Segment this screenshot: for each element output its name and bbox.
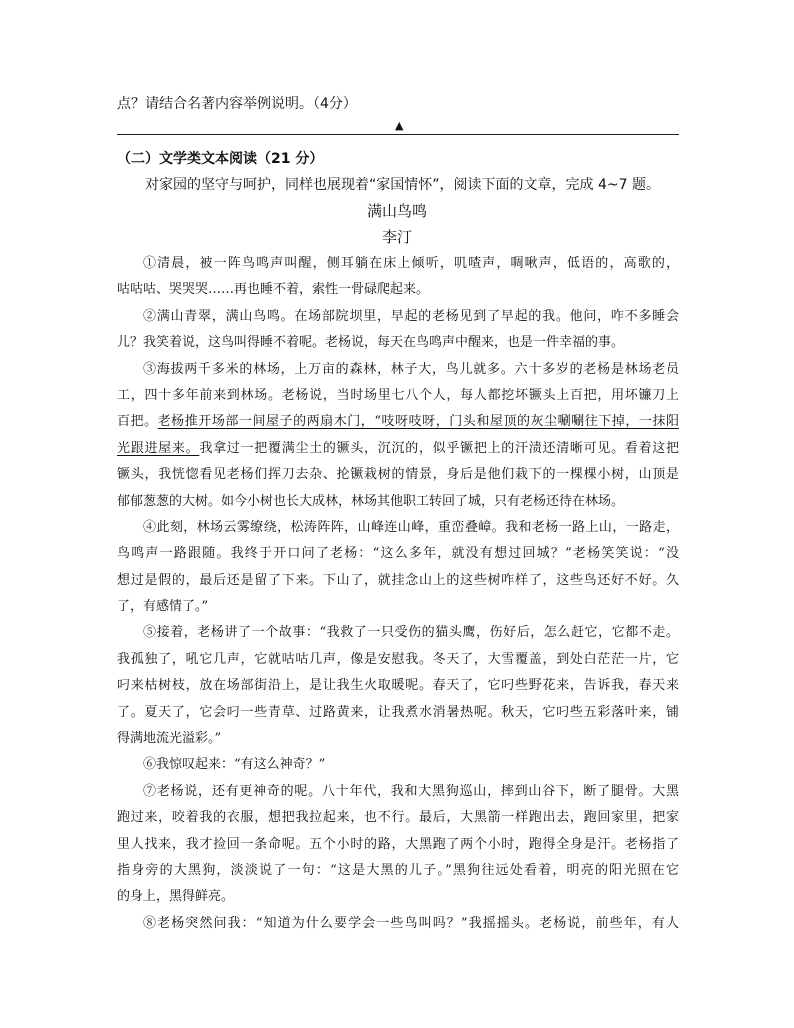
body-line: 叼来枯树枝，放在场部街沿上，是让我生火取暖呢。春天了，它叼些野花来，告诉我，春天来 bbox=[117, 678, 679, 694]
underlined-passage: 光跟进屋来。 bbox=[117, 440, 200, 456]
body-line: ②满山青翠，满山鸟鸣。在场部院坝里，早起的老杨见到了早起的我。他问，咋不多睡会 bbox=[143, 308, 679, 324]
body-line: 我孤独了，吼它几声，它就咕咕几声，像是安慰我。冬天了，大雪覆盖，到处白茫茫一片，它 bbox=[117, 651, 679, 667]
body-line: ⑦老杨说，还有更神奇的呢。八十年代，我和大黑狗巡山，摔到山谷下，断了腿骨。大黑 bbox=[143, 783, 679, 799]
body-line: ③海拔两千多米的林场，上万亩的森林，林子大，鸟儿就多。六十多岁的老杨是林场老员 bbox=[143, 361, 679, 377]
section-heading: （二）文学类文本阅读（21 分） bbox=[117, 151, 324, 167]
body-line: 儿？我笑着说，这鸟叫得睡不着呢。老杨说，每天在鸟鸣声中醒来，也是一件幸福的事。 bbox=[117, 335, 625, 351]
body-line: 了，有感情了。” bbox=[117, 599, 209, 615]
body-line: 跑过来，咬着我的衣服，想把我拉起来，也不行。最后，大黑箭一样跑出去，跑回家里，把家 bbox=[117, 810, 679, 826]
body-line: 里人找来，我才捡回一条命呢。五个小时的路，大黑跑了两个小时，跑得全身是汗。老杨指了 bbox=[117, 836, 679, 852]
article-title: 满山鸟鸣 bbox=[366, 202, 427, 220]
section-intro: 对家园的坚守与呵护，同样也展现着“家国情怀”，阅读下面的文章，完成 4~7 题。 bbox=[145, 177, 660, 193]
body-line: 的身上，黑得鲜亮。 bbox=[117, 889, 235, 905]
body-line: 鸟鸣声一路跟随。我终于开口问了老杨：“这么多年，就没有想过回城？”老杨笑笑说：“没 bbox=[117, 546, 679, 562]
body-line: ⑧老杨突然问我：“知道为什么要学会一些鸟叫吗？”我摇摇头。老杨说，前些年，有人 bbox=[143, 915, 679, 931]
body-line: 指身旁的大黑狗，淡淡说了一句：“这是大黑的儿子。”黑狗往远处看着，明亮的阳光照在它 bbox=[117, 862, 679, 878]
previous-question-tail: 点？请结合名著内容举例说明。（4分） bbox=[117, 96, 357, 112]
body-line: 想过是假的，最后还是留了下来。下山了，就挂念山上的这些树咋样了，这些鸟还好不好。久 bbox=[117, 572, 679, 588]
body-line: 光跟进屋来。我拿过一把覆满尘土的镢头，沉沉的，似乎镢把上的汗渍还清晰可见。看着这把 bbox=[117, 440, 679, 456]
separator-rule bbox=[117, 134, 679, 135]
body-line: 百把。老杨推开场部一间屋子的两扇木门，“吱呀吱呀，门头和屋顶的灰尘唰唰往下掉，一抹阳 bbox=[117, 414, 679, 430]
body-line: ①清晨，被一阵鸟鸣声叫醒，侧耳躺在床上倾听，叽喳声，啁啾声，低语的，高歌的， bbox=[143, 256, 679, 271]
underlined-passage: 老杨推开场部一间屋子的两扇木门，“吱呀吱呀，门头和屋顶的灰尘唰唰往下掉，一抹阳 bbox=[157, 414, 679, 430]
article-body bbox=[117, 251, 679, 937]
triangle-marker-icon: ▲ bbox=[395, 119, 404, 132]
body-line: ④此刻，林场云雾缭绕，松涛阵阵，山峰连山峰，重峦叠嶂。我和老杨一路上山，一路走， bbox=[143, 519, 679, 535]
body-line: 了。夏天了，它会叼一些青草、过路黄来，让我煮水消暑热呢。秋天，它叼些五彩落叶来，铺 bbox=[117, 704, 679, 720]
body-line: 咕咕咕、哭哭哭……再也睡不着，索性一骨碌爬起来。 bbox=[117, 282, 430, 298]
body-line: 得满地流光溢彩。” bbox=[117, 731, 222, 747]
body-line: 镢头，我恍惚看见老杨们挥刀去杂、抡镢栽树的情景，身后是他们栽下的一棵棵小树，山顶是 bbox=[117, 467, 679, 483]
body-line: 工，四十多年前来到林场。老杨说，当时场里七八个人，每人都挖坏镢头上百把，用坏镰刀上 bbox=[117, 387, 679, 403]
body-line: ⑤接着，老杨讲了一个故事：“我救了一只受伤的猫头鹰，伤好后，怎么赶它，它都不走。 bbox=[143, 625, 679, 641]
article-author: 李汀 bbox=[381, 228, 412, 246]
body-line: ⑥我惊叹起来：“有这么神奇？” bbox=[143, 757, 326, 773]
body-line: 郁郁葱葱的大树。如今小树也长大成林，林场其他职工转回了城，只有老杨还待在林场。 bbox=[117, 493, 625, 509]
